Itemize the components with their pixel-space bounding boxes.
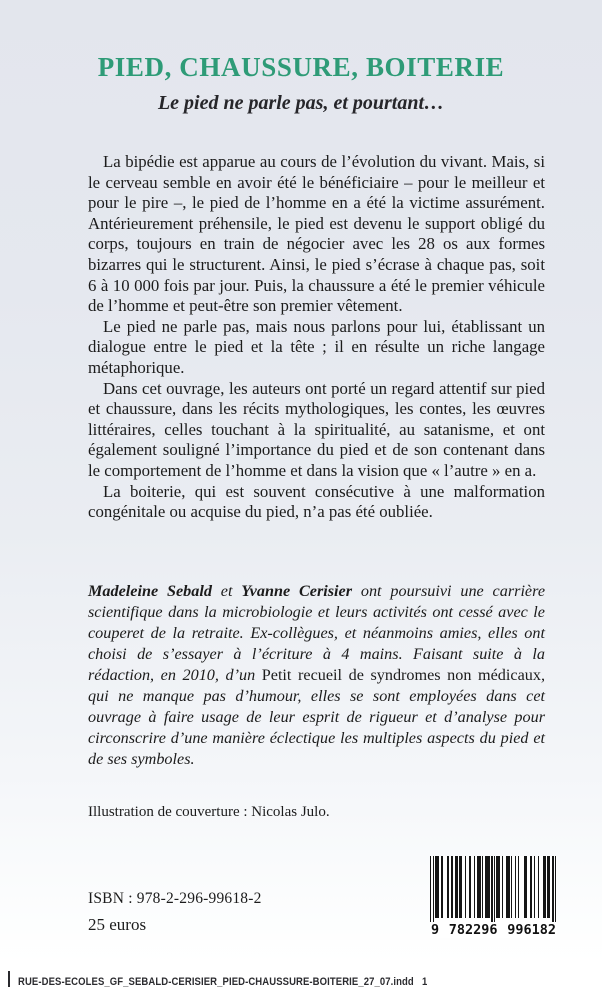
barcode-bar [555, 856, 556, 932]
print-filename: RUE-DES-ECOLES_GF_SEBALD-CERISIER_PIED-CHAUSSURE-BOITERIE_27_07.indd 1 [18, 976, 428, 989]
price: 25 euros [88, 915, 147, 934]
barcode-digits-right-group: 996182 [507, 922, 556, 938]
barcode-number [430, 922, 557, 938]
synopsis-paragraph: La boiterie, qui est souvent consécutive à une malformation congénitale ou acquise du pied, n’a pas été oubliée. [88, 481, 545, 522]
author-bio [88, 581, 545, 770]
bio-segment: ont poursuivi une carrière scientifique dans la microbiologie et leurs activités ont cessé avec le couperet de la retraite. Ex-collègues, et néanmoins amies, elles ont choisi de s’essayer à l’écriture à 4 mains. Faisant suite à la rédaction, en 2010, d’un [88, 582, 546, 684]
barcode-digits-left-group: 782296 [448, 922, 498, 938]
bio-segment: Madeleine Sebald [88, 582, 212, 600]
synopsis-text [88, 152, 545, 523]
print-strip [0, 965, 602, 993]
bio-segment: et [211, 582, 242, 600]
illustration-credit: Illustration de couverture : Nicolas Julo. [88, 804, 330, 820]
synopsis-paragraph: Le pied ne parle pas, mais nous parlons pour lui, établissant un dialogue entre le pied et la tête ; il en résulte un riche langage métaphorique. [88, 316, 545, 377]
bio-segment: Petit recueil de syndromes non médicaux [261, 666, 541, 684]
book-subtitle: Le pied ne parle pas, et pourtant… [157, 92, 445, 114]
synopsis-paragraph: Dans cet ouvrage, les auteurs ont porté un regard attentif sur pied et chaussure, dans les récits mythologiques, les contes, les œuvres littéraires, celles touchant à la spiritualité, au satanisme, et ont également souligné l’importance du pied et de son contenant dans le comportement de l’homme et dans la vision que « l’autre » en a. [88, 378, 545, 480]
synopsis-paragraph: La bipédie est apparue au cours de l’évolution du vivant. Mais, si le cerveau semble en avoir été le bénéficiaire – pour le meilleur et pour le pire –, le pied de l’homme en a été la victime assurément. Antérieurement préhensile, le pied est devenu le support obligé du corps, toujours en train de négocier avec les 28 os aux formes bizarres qui le structurent. Ainsi, le pied s’écrase à chaque pas, soit 6 à 10 000 fois par jour. Puis, la chaussure a été le premier véhicule de l’homme et peut-être son premier vêtement. [88, 152, 545, 316]
barcode [430, 856, 557, 938]
book-title: PIED, CHAUSSURE, BOITERIE [97, 52, 505, 82]
bio-segment: , qui ne manque pas d’humour, elles se sont employées dans cet ouvrage à faire usage de leur esprit de rigueur et d’analyse pour circonscrire d’une manière éclectique les multiples aspects du pied et de ses symboles. [88, 666, 545, 768]
bio-segment: Yvanne Cerisier [241, 582, 353, 600]
barcode-digit-lead: 9 [431, 922, 440, 938]
isbn: ISBN : 978-2-296-99618-2 [88, 890, 262, 907]
crop-mark-icon [8, 971, 10, 987]
